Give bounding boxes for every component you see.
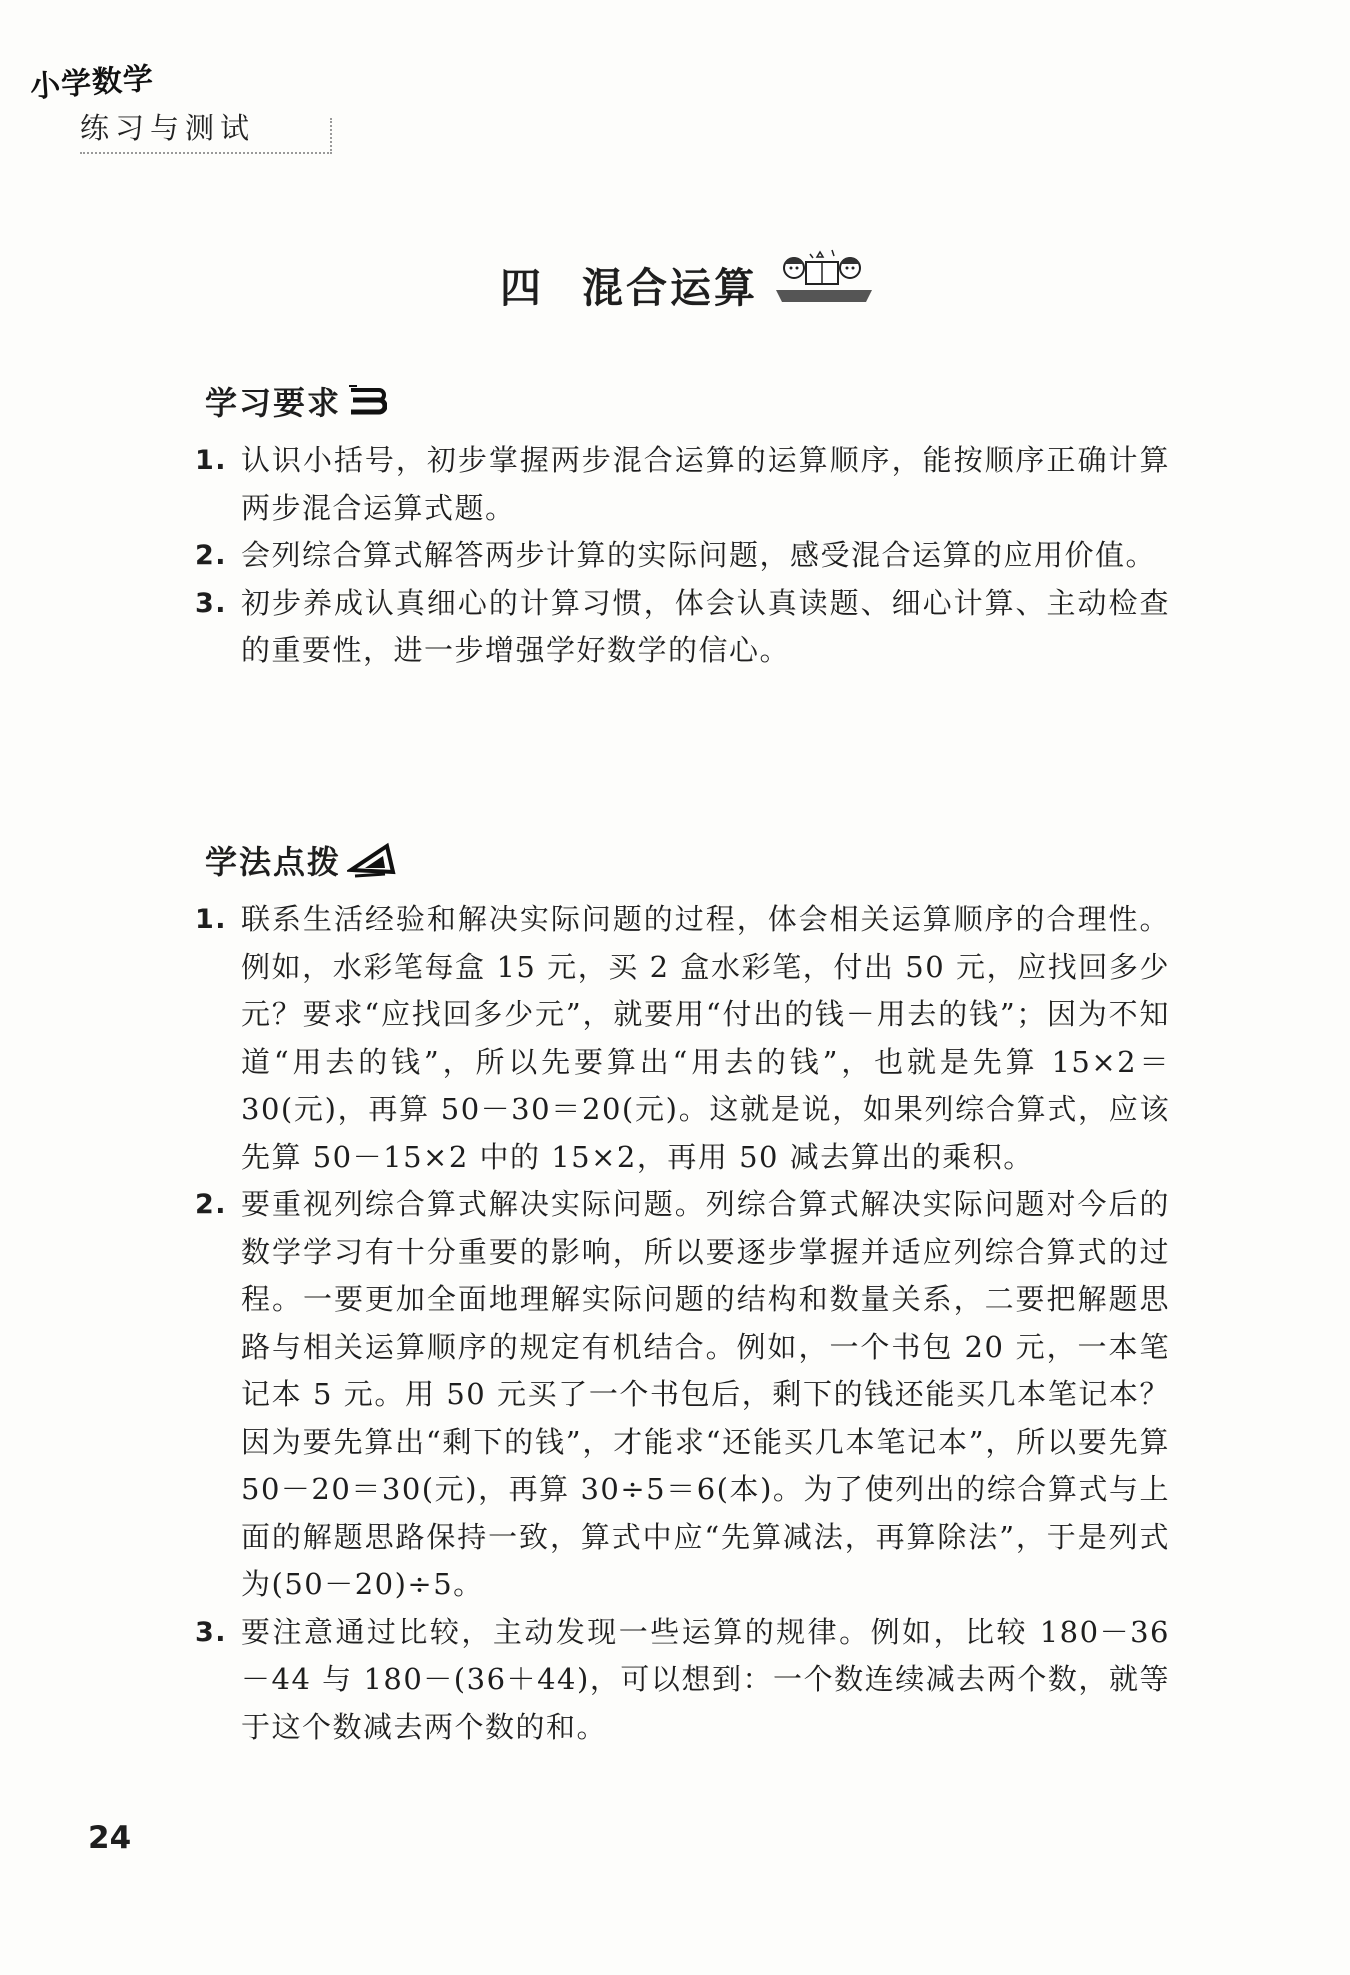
section-heading-tips [205,837,397,883]
requirements-list [195,437,1170,675]
list-item: 2. 要重视列综合算式解决实际问题。列综合算式解决实际问题对今后的数学学习有十分重要的影响，所以要逐步掌握并适应列综合算式的过程。一要更加全面地理解实际问题的结构和数量关系，二要把解题思路与相关运算顺序的规定有机结合。例如，一个书包 20 元，一本笔记本 5 元。用 50 元买了一个书包后，剩下的钱还能买几本笔记本？因为要先算出“剩下的钱”，才能求“还能买几本笔记本”，所以要先算 50－20＝30(元)，再算 30÷5＝6(本)。为了使列出的综合算式与上面的解题思路保持一致，算式中应“先算减法，再算除法”，于是列式为(50－20)÷5。 [195,1187,1170,1601]
chapter-title [500,255,758,314]
chapter-name: 混合运算 [582,264,758,312]
page-number: 24 [88,1820,132,1856]
list-item: 3. 初步养成认真细心的计算习惯，体会认真读题、细心计算、主动检查的重要性，进一步增强学好数学的信心。 [195,585,1170,667]
section-heading-label: 学习要求 [205,384,342,422]
tips-list [195,896,1170,1751]
book-icon [347,382,387,420]
brand-subtitle: 练习与测试 [80,111,256,145]
list-item: 1. 认识小括号，初步掌握两步混合运算的运算顺序，能按顺序正确计算两步混合运算式题。 [195,443,1170,525]
list-item: 3. 要注意通过比较，主动发现一些运算的规律。例如，比较 180－36－44 与 180－(36＋44)，可以想到：一个数连续减去两个数，就等于这个数减去两个数的和。 [195,1614,1170,1744]
section-heading-label: 学法点拨 [205,843,342,881]
list-item: 1. 联系生活经验和解决实际问题的过程，体会相关运算顺序的合理性。例如，水彩笔每盒 15 元，买 2 盒水彩笔，付出 50 元，应找回多少元？要求“应找回多少元”，就要用“付出的钱－用去的钱”；因为不知道“用去的钱”，所以先要算出“用去的钱”，也就是先算 15×2＝30(元)，再算 50－30＝20(元)。这就是说，如果列综合算式，应该先算 50－15×2 中的 15×2，再用 50 减去算出的乘积。 [195,902,1170,1174]
section-heading-requirements [205,378,387,424]
reading-kids-icon [770,248,880,312]
chapter-number: 四 [500,264,544,312]
ruler-triangle-icon [347,840,397,880]
list-item: 2. 会列综合算式解答两步计算的实际问题，感受混合运算的应用价值。 [195,538,1157,572]
brand-title: 小学数学 [29,61,156,105]
